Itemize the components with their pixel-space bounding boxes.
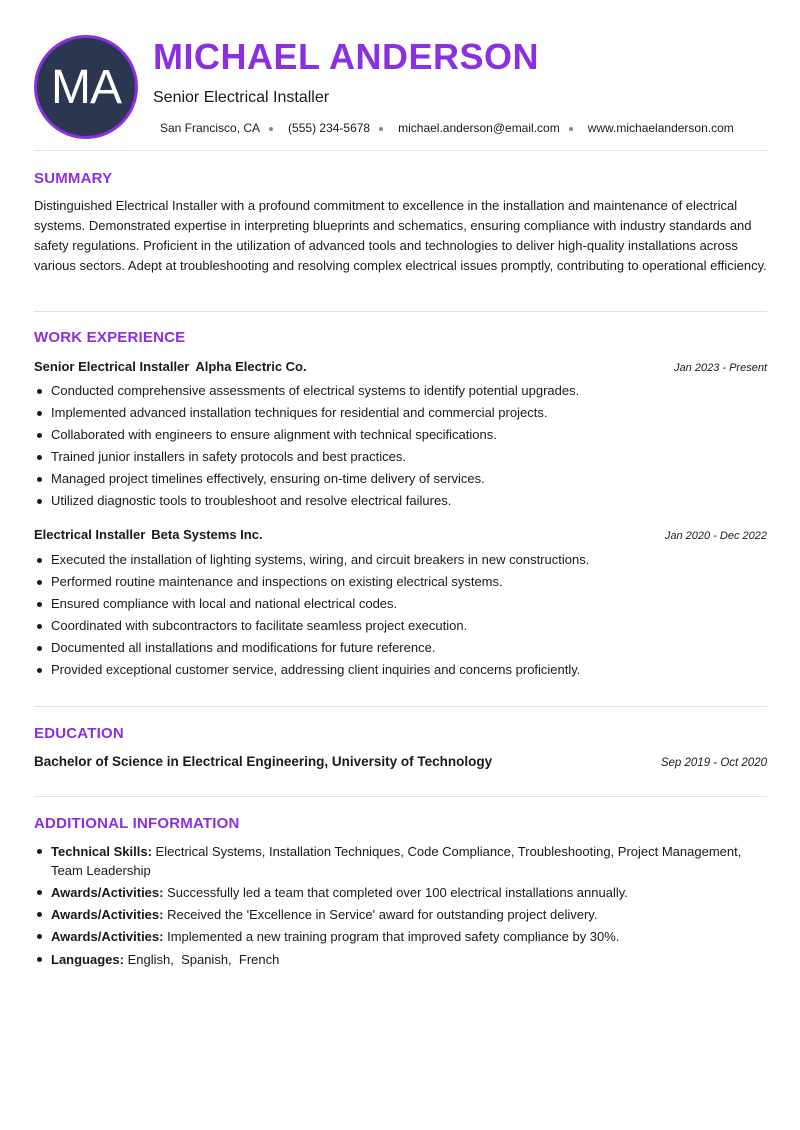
experience-heading: WORK EXPERIENCE [34,329,186,346]
list-item: Documented all installations and modifications for future reference. [34,637,767,659]
job-dates: Jan 2020 - Dec 2022 [664,530,767,542]
additional-heading: ADDITIONAL INFORMATION [34,815,240,832]
info-text: English, Spanish, French [127,952,280,967]
job-role: Electrical Installer [34,527,146,542]
candidate-name: MICHAEL ANDERSON [153,36,540,77]
contact-website[interactable]: www.michaelanderson.com [587,121,734,135]
list-item: Collaborated with engineers to ensure alignment with technical specifications. [34,424,767,446]
contact-row [160,121,734,135]
job-header [34,358,767,376]
job-bullets [34,380,767,512]
education-degree: Bachelor of Science in Electrical Engineering, University of Technology [34,754,493,769]
job-dates: Jan 2023 - Present [674,362,767,374]
contact-location: San Francisco, CA [160,121,261,135]
list-item: Coordinated with subcontractors to facilitate seamless project execution. [34,615,767,637]
job-company: Beta Systems Inc. [151,527,263,542]
contact-phone: (555) 234-5678 [288,121,371,135]
avatar [34,35,138,139]
divider [34,311,767,312]
divider [34,796,767,797]
list-item: Performed routine maintenance and inspections on existing electrical systems. [34,571,767,593]
avatar-initials: MA [51,60,121,114]
job-header [34,526,767,544]
list-item [34,950,767,969]
divider [34,150,767,151]
list-item [34,883,767,902]
info-label: Awards/Activities: [51,907,164,922]
job-title-line [34,358,307,376]
info-label: Awards/Activities: [51,929,164,944]
job-role: Senior Electrical Installer [34,359,190,374]
info-text: Received the 'Excellence in Service' award for outstanding project delivery. [167,907,598,922]
info-text: Successfully led a team that completed over 100 electrical installations annually. [167,885,628,900]
job-bullets [34,549,767,681]
list-item: Implemented advanced installation techniques for residential and commercial projects. [34,402,767,424]
education-heading: EDUCATION [34,725,124,742]
summary-heading: SUMMARY [34,170,113,187]
info-text: Electrical Systems, Installation Techniques, Code Compliance, Troubleshooting, Project Management, Team Leadership [51,844,742,878]
bullet-separator [569,127,573,131]
job-title-line [34,526,263,544]
job-company: Alpha Electric Co. [195,359,307,374]
education-entry [34,754,767,769]
list-item: Utilized diagnostic tools to troubleshoot and resolve electrical failures. [34,490,767,512]
list-item: Trained junior installers in safety protocols and best practices. [34,446,767,468]
list-item [34,927,767,946]
bullet-separator [379,127,383,131]
info-label: Awards/Activities: [51,885,164,900]
list-item: Managed project timelines effectively, ensuring on-time delivery of services. [34,468,767,490]
list-item: Ensured compliance with local and national electrical codes. [34,593,767,615]
candidate-title: Senior Electrical Installer [153,89,330,106]
list-item [34,842,767,880]
info-text: Implemented a new training program that improved safety compliance by 30%. [167,929,620,944]
contact-email[interactable]: michael.anderson@email.com [398,121,560,135]
additional-list [34,842,767,972]
info-label: Languages: [51,952,124,967]
info-label: Technical Skills: [51,844,152,859]
divider [34,706,767,707]
list-item [34,905,767,924]
education-dates: Sep 2019 - Oct 2020 [660,757,767,769]
list-item: Provided exceptional customer service, addressing client inquiries and concerns proficiently. [34,659,767,681]
list-item: Executed the installation of lighting systems, wiring, and circuit breakers in new constructions. [34,549,767,571]
summary-text: Distinguished Electrical Installer with a profound commitment to excellence in the installation and maintenance of electrical systems. Demonstrated expertise in interpreting blueprints and schematics, ensuring compliance with industry standards and safety regulations. Proficient in the utilization of advanced tools and technologies to deliver high-quality installations across various sectors. Adept at troubleshooting and resolving complex electrical issues promptly, contributing to operational efficiency. [34,198,767,273]
bullet-separator [269,127,273,131]
list-item: Conducted comprehensive assessments of electrical systems to identify potential upgrades. [34,380,767,402]
